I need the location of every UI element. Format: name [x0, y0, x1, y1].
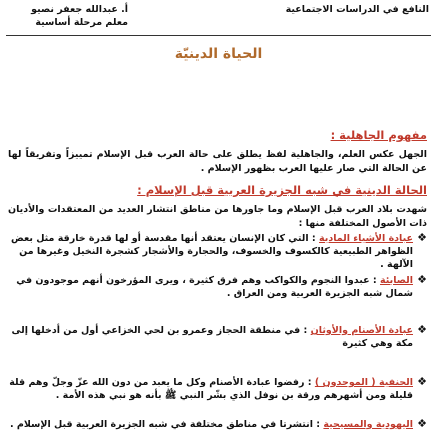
diamond-bullet-icon: ❖ — [417, 375, 427, 388]
item-body: : رفضوا عبادة الأصنام وكل ما يعبد من دون الله عزّ وجلّ وهم قلة قليلة ومن أشهرهم ورقة بن نوفل الذي بشّر النبي ﷺ بأنه هو نبي هذه الأمة . — [9, 377, 413, 401]
list-item — [8, 324, 427, 350]
item-label: الحنفية ( الموحدون ) — [314, 377, 413, 388]
item-body: : التي كان الإنسان يعتقد أنها مقدسة أو لها قدرة خارقة مثل بعض الظواهر الطبيعية كالكسوف والخسوف، والحجارة والأشجار كشجرة النخيل وغيرها من الآلهة . — [11, 233, 413, 270]
list-item — [8, 376, 427, 402]
item-body: : عبدوا النجوم والكواكب وهم فرق كثيرة ، ويرى المؤرخون أنهم موجودون في شمال شبه الجزيرة العربية ومن العراق . — [16, 275, 413, 299]
header-divider — [6, 35, 431, 36]
item-label: الصابئة — [380, 275, 413, 286]
teacher-role: معلم مرحلة أساسية — [35, 17, 128, 28]
diamond-bullet-icon: ❖ — [417, 323, 427, 336]
item-label: عبادة الأشياء المادية — [319, 233, 413, 244]
section-heading-jahiliya: مفهوم الجاهلية : — [330, 128, 427, 142]
diamond-bullet-icon: ❖ — [417, 273, 427, 286]
section-text-jahiliya: الجهل عكس العلم، والجاهلية لفظ يطلق على حالة العرب قبل الإسلام تمييزاً وتفريقاً لها عن الحالة التي صار عليها العرب بظهور الإسلام . — [8, 149, 427, 174]
item-label: اليهودية والمسيحية — [323, 419, 413, 430]
item-body: : انتشرتا في مناطق مختلفة في شبه الجزيرة العربية قبل الإسلام . — [9, 419, 321, 430]
diamond-bullet-icon: ❖ — [417, 231, 427, 244]
section-text-religion: شهدت بلاد العرب قبل الإسلام وما جاورها من مناطق انتشار العديد من المعتقدات والأديان ذات الأصول المختلفة منها : — [8, 204, 427, 229]
section-heading-religion: الحالة الدينية في شبه الجزيرة العربية قبل الإسلام : — [137, 183, 427, 197]
list-item — [8, 418, 427, 431]
page-title: الحياة الدينيّة — [174, 46, 263, 62]
subject-header: النافع في الدراسات الاجتماعية — [285, 4, 429, 15]
diamond-bullet-icon: ❖ — [417, 417, 427, 430]
list-item — [8, 274, 427, 300]
item-body: : في منطقة الحجاز وعمرو بن لحي الخزاعي أول من أدخلها إلى مكة وهي كثيرة — [11, 325, 413, 349]
item-label: عبادة الأصنام والأوثان — [310, 325, 413, 336]
teacher-info — [8, 3, 128, 29]
teacher-name: أ. عبدالله جعفر نصيو — [31, 4, 128, 15]
list-item — [8, 232, 427, 271]
